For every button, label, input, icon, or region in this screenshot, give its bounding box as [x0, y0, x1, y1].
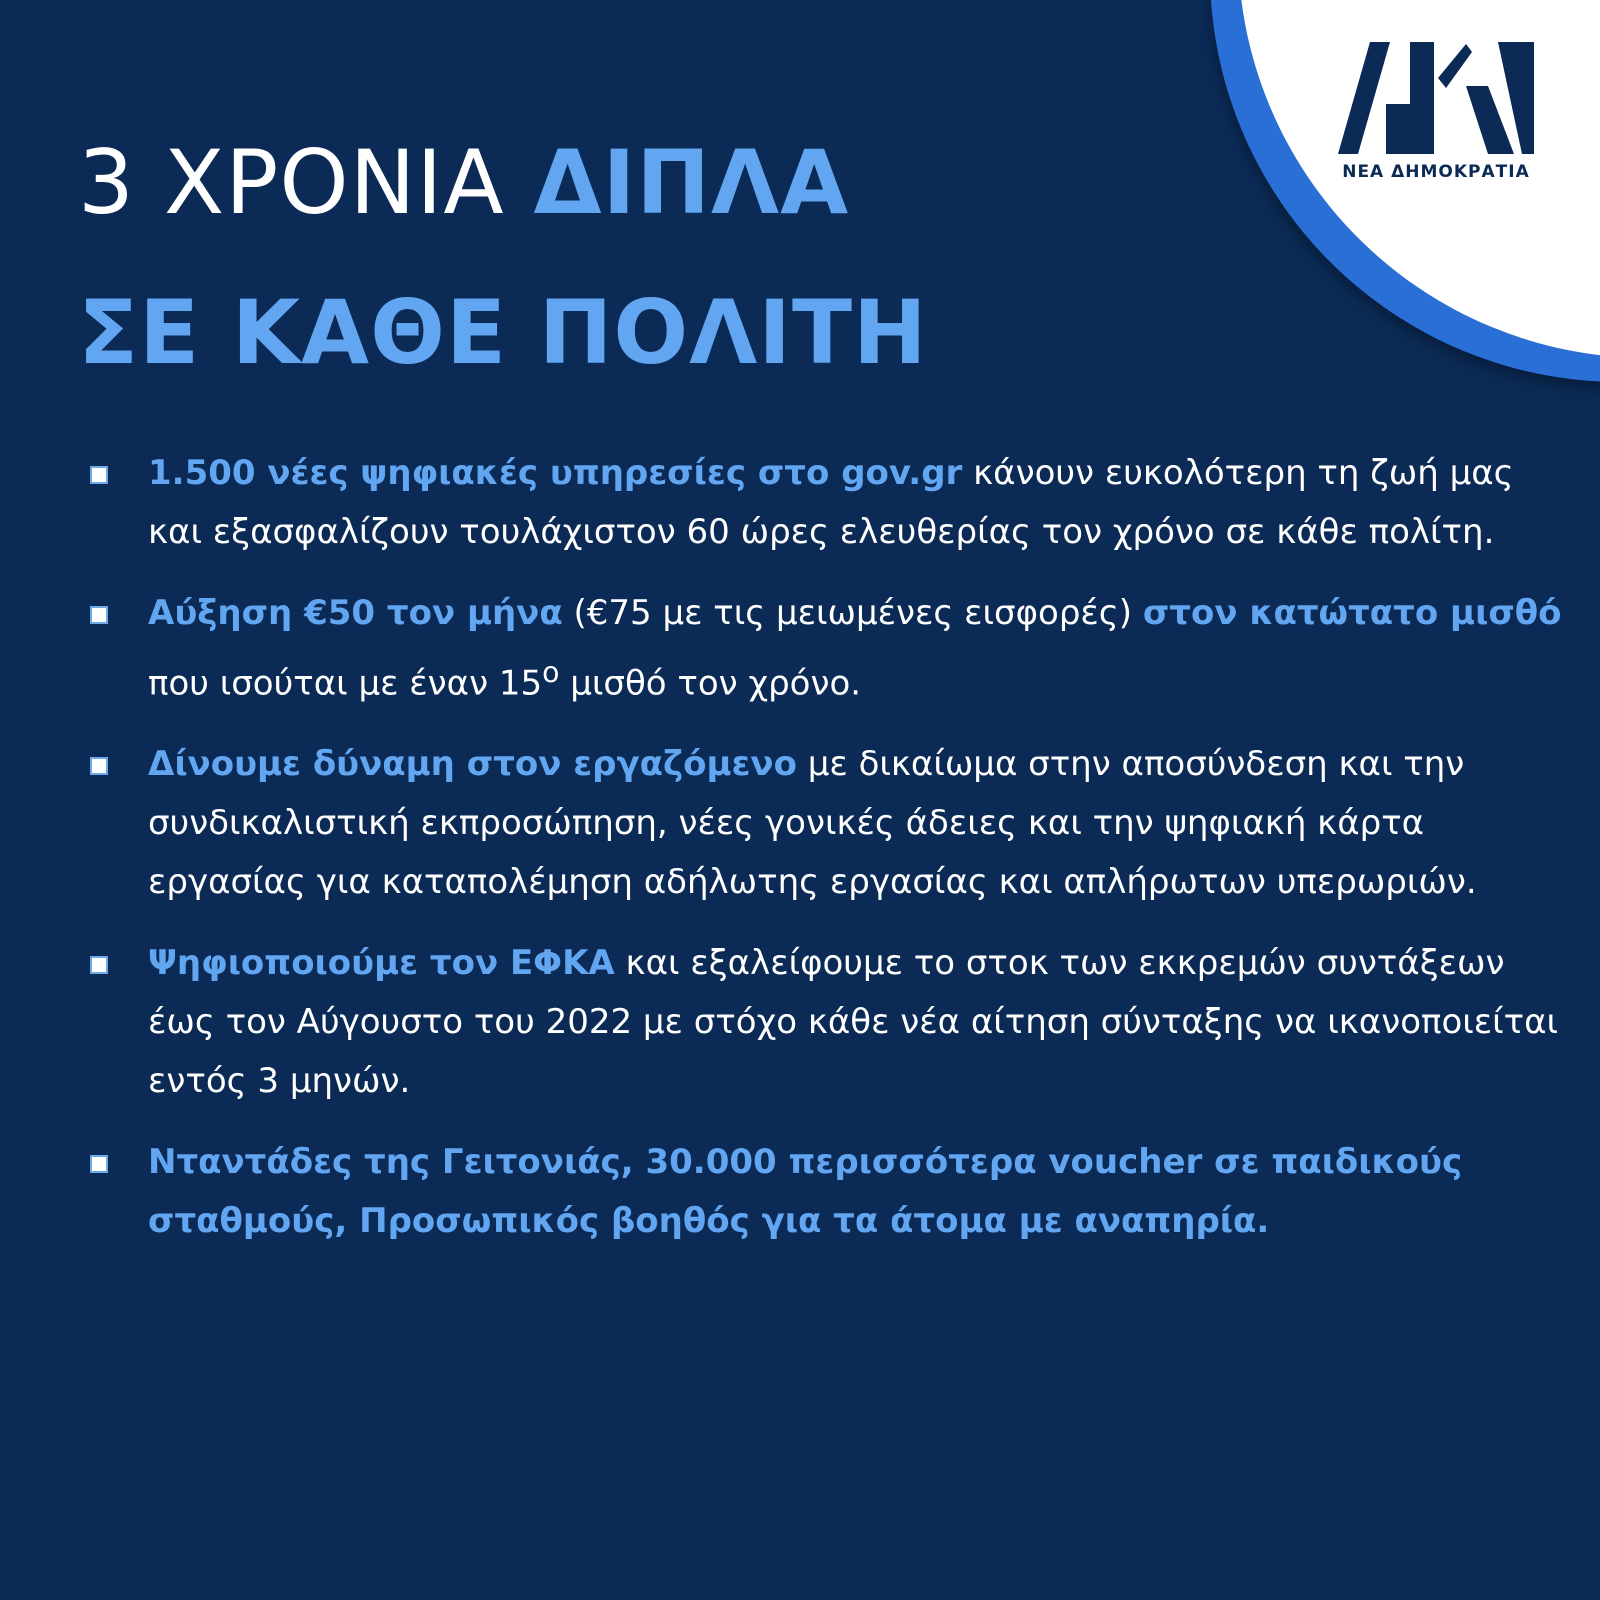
- bullet-bold: Ψηφιοποιούμε τον ΕΦΚΑ: [148, 943, 615, 984]
- party-logo: [1336, 42, 1536, 182]
- bullet-square-icon: [90, 606, 108, 624]
- logo-caption: ΝΕΑ ΔΗΜΟΚΡΑΤΙΑ: [1342, 162, 1530, 182]
- bullet-square-icon: [90, 956, 108, 974]
- bullet-bold: Νταντάδες της Γειτονιάς, 30.000 περισσότερα voucher σε παιδικούς σταθμούς, Προσωπικός βοηθός για τα άτομα με αναπηρία.: [148, 1142, 1463, 1242]
- bullet-square-icon: [90, 757, 108, 775]
- bullet-item: [90, 1133, 1565, 1251]
- bullet-square-icon: [90, 466, 108, 484]
- bullet-item: [90, 934, 1565, 1111]
- bullet-text: με δικαίωμα στην αποσύνδεση και την συνδικαλιστική εκπροσώπηση, νέες γονικές άδειες και την ψηφιακή κάρτα εργασίας για καταπολέμηση αδήλωτης εργασίας και απλήρωτων υπερωριών.: [148, 744, 1477, 903]
- bullet-bold: Αύξηση €50 τον μήνα: [148, 593, 563, 633]
- ordinal-superscript: ο: [542, 656, 560, 689]
- bullet-bold-2: στον κατώτατο μισθό: [1142, 593, 1562, 633]
- headline-accent-2: ΣΕ ΚΑΘΕ ΠΟΛΙΤΗ: [78, 281, 928, 384]
- bullet-square-icon: [90, 1155, 108, 1173]
- headline-light: 3 ΧΡΟΝΙΑ: [78, 131, 534, 234]
- bullet-text: κάνουν ευκολότερη τη ζωή μας και εξασφαλίζουν τουλάχιστον 60 ώρες ελευθερίας τον χρόνο σε κάθε πολίτη.: [148, 453, 1514, 552]
- headline: [78, 108, 1198, 408]
- bullet-item: [90, 584, 1565, 713]
- bullet-list: [90, 444, 1565, 1273]
- bullet-text-3: μισθό τον χρόνο.: [559, 663, 862, 704]
- bullet-item: [90, 735, 1565, 912]
- headline-accent-1: ΔΙΠΛΑ: [533, 131, 850, 234]
- bullet-text: (€75 με τις μειωμένες εισφορές): [562, 593, 1143, 633]
- bullet-text: και εξαλείφουμε το στοκ των εκκρεμών συντάξεων έως τον Αύγουστο του 2022 με στόχο κάθε νέα αίτηση σύνταξης να ικανοποιείται εντός 3 μηνών.: [148, 943, 1559, 1102]
- nd-logo-icon: [1338, 42, 1534, 154]
- bullet-text-2: που ισούται με έναν 15: [148, 663, 543, 704]
- bullet-bold: Δίνουμε δύναμη στον εργαζόμενο: [148, 744, 797, 785]
- bullet-bold: 1.500 νέες ψηφιακές υπηρεσίες στο gov.gr: [148, 453, 963, 493]
- bullet-item: [90, 444, 1565, 562]
